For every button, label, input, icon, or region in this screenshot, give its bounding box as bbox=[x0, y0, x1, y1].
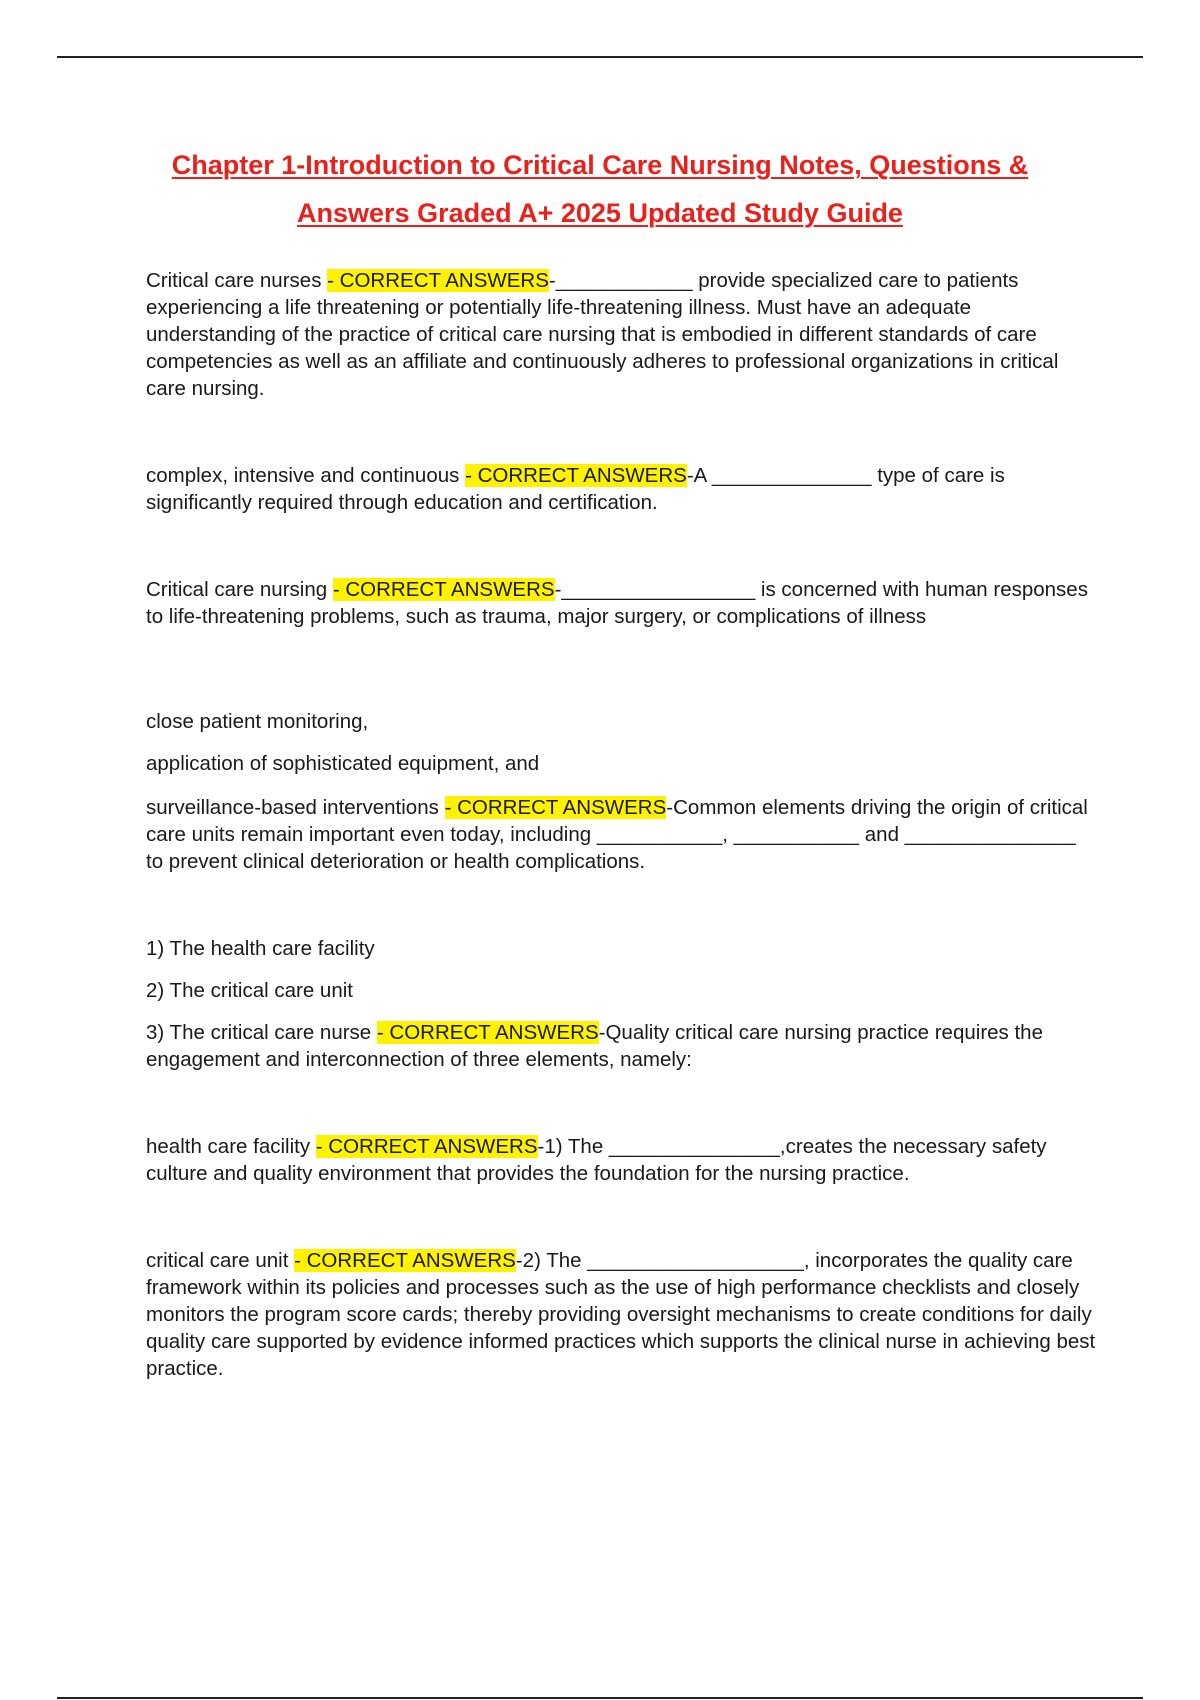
correct-answers-marker: - CORRECT ANSWERS bbox=[327, 269, 549, 292]
correct-answers-marker: - CORRECT ANSWERS bbox=[294, 1249, 516, 1272]
document-body bbox=[146, 267, 1096, 1382]
answer-line: 1) The health care facility bbox=[146, 937, 375, 960]
answer-line: application of sophisticated equipment, and bbox=[146, 752, 540, 775]
correct-answers-marker: - CORRECT ANSWERS bbox=[315, 1135, 538, 1158]
flashcard-entry bbox=[146, 462, 1096, 516]
correct-answers-marker: - CORRECT ANSWERS bbox=[376, 1021, 599, 1044]
flashcard-entry bbox=[146, 1019, 1096, 1073]
entry-answer: surveillance-based interventions bbox=[146, 796, 445, 819]
entry-question: -____________ provide specialized care to patients experiencing a life threatening or potentially life-threatening illness. Must have an adequate understanding of the practice of critical care nursing that is embodied in different standards of care competencies as well as an affiliate and continuously adheres to professional organizations in critical care nursing. bbox=[146, 269, 1059, 400]
entry-answer: critical care unit bbox=[146, 1249, 295, 1272]
correct-answers-marker: - CORRECT ANSWERS bbox=[332, 578, 555, 601]
entry-question: -2) The ___________________, incorporates the quality care framework within its policies and processes such as the use of high performance checklists and closely monitors the program score cards; thereby providing oversight mechanisms to create conditions for daily quality care supported by evidence informed practices which supports the clinical nurse in achieving best practice. bbox=[146, 1249, 1096, 1380]
flashcard-entry bbox=[146, 576, 1096, 630]
entry-answer: health care facility bbox=[146, 1135, 316, 1158]
entry-question: -1) The _______________,creates the necessary safety culture and quality environment that provides the foundation for the nursing practice. bbox=[146, 1135, 1047, 1185]
flashcard-entry bbox=[146, 1133, 1096, 1187]
entry-answer: 3) The critical care nurse bbox=[146, 1021, 377, 1044]
entry-question: -Common elements driving the origin of critical care units remain important even today, including ___________, ___________ and _______________ to prevent clinical deterioration or health complications. bbox=[146, 796, 1088, 873]
top-rule bbox=[57, 56, 1143, 58]
title-line-2: Answers Graded A+ 2025 Updated Study Guide bbox=[297, 198, 903, 228]
entry-answer: complex, intensive and continuous bbox=[146, 464, 466, 487]
flashcard-entry bbox=[146, 1247, 1096, 1382]
answer-line: close patient monitoring, bbox=[146, 710, 369, 733]
correct-answers-marker: - CORRECT ANSWERS bbox=[465, 464, 687, 487]
bottom-rule bbox=[57, 1697, 1143, 1699]
flashcard-entry bbox=[146, 267, 1096, 402]
title-line-1: Chapter 1-Introduction to Critical Care Nursing Notes, Questions & bbox=[171, 150, 1029, 180]
answer-line: 2) The critical care unit bbox=[146, 979, 353, 1002]
entry-answer: Critical care nurses bbox=[146, 269, 328, 292]
correct-answers-marker: - CORRECT ANSWERS bbox=[444, 796, 667, 819]
flashcard-entry bbox=[146, 794, 1096, 875]
entry-answer: Critical care nursing bbox=[146, 578, 333, 601]
entry-question: -_________________ is concerned with human responses to life-threatening problems, such as trauma, major surgery, or complications of illness bbox=[146, 578, 1088, 628]
entry-question: -A ______________ type of care is significantly required through education and certification. bbox=[146, 464, 1005, 514]
document-title bbox=[150, 141, 1050, 237]
entry-question: -Quality critical care nursing practice requires the engagement and interconnection of three elements, namely: bbox=[146, 1021, 1043, 1071]
